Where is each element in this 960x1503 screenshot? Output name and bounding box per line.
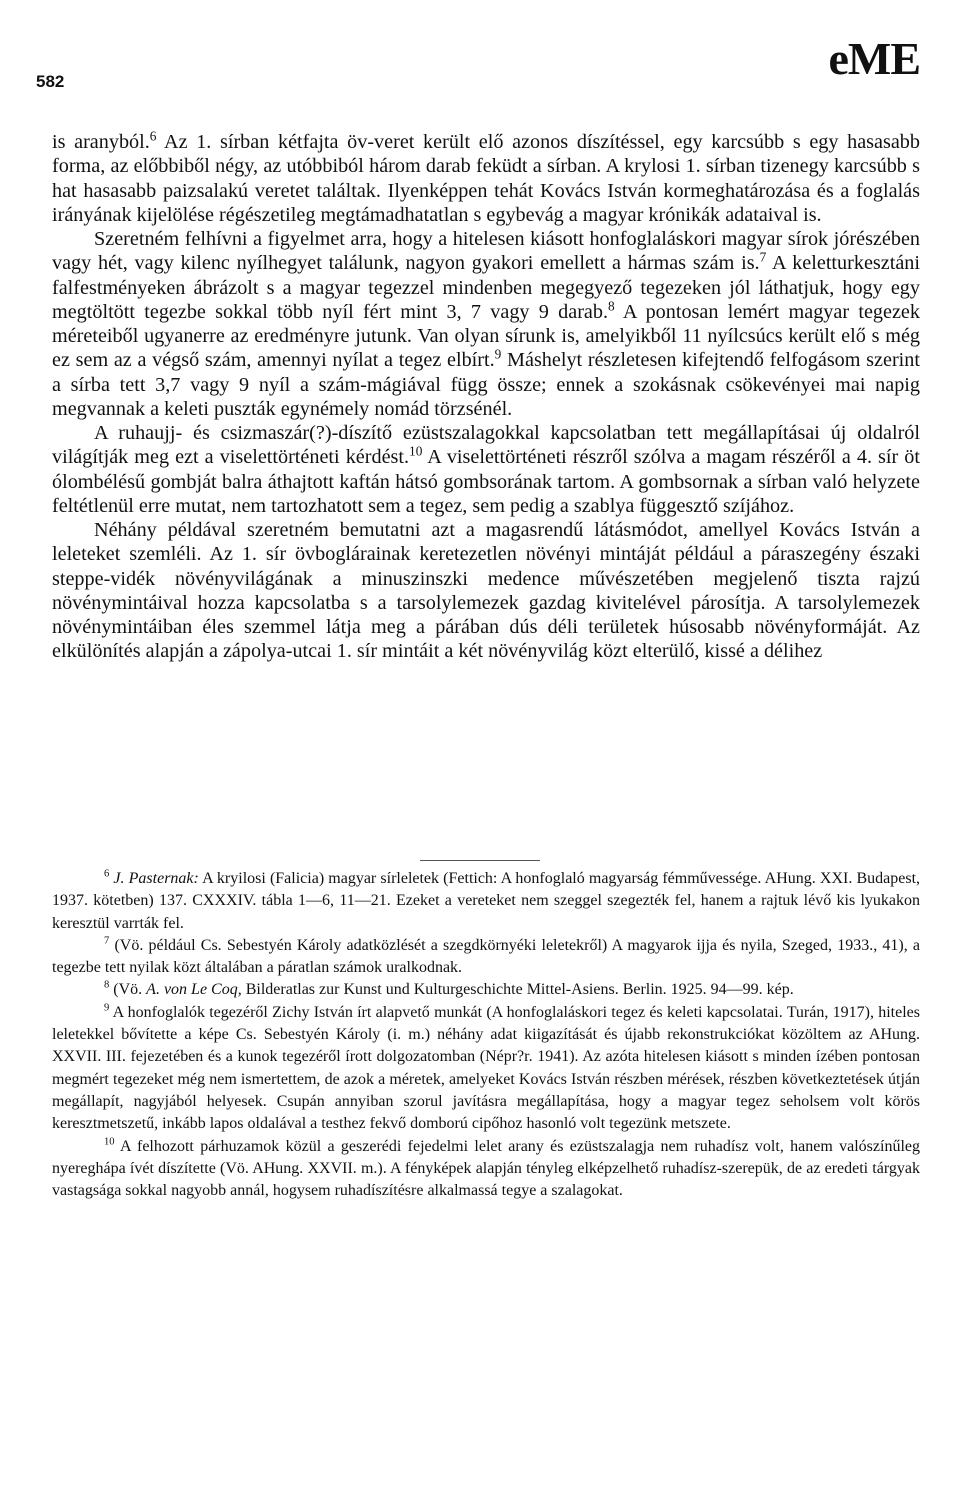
footnote-marker: 10: [104, 1136, 115, 1148]
text-run: (Vö. például Cs. Sebestyén Károly adatközlését a szegdkörnyéki leletekről) A magyarok ijja és nyila, Szeged, 1933., 41), a tegezbe tett nyilak közt általában a páratlan számok uralkodnak.: [52, 936, 920, 977]
text-run: A kryilosi (Falicia) magyar sírleletek (Fettich: A honfoglaló magyarság fémművessége. AHung. XXI. Budapest, 1937. kötetben) 137. CXXXIV. tábla 1—6, 11—21. Ezeket a vereteket nem szeggel szegezték fel, hanem a rajtuk lévő kis lyukakon keresztül varrták fel.: [52, 870, 921, 932]
footnote-ref-10[interactable]: 10: [409, 443, 423, 459]
text-run: A felhozott párhuzamok közül a geszerédi fejedelmi lelet arany és ezüstszalagja nem ruhadísz volt, hanem valószínűleg nyereghápa ívét díszítette (Vö. AHung. XXVII. m.). A fényképek alapján tényleg elképzelhető ruhadísz-szerepük, de az eredeti tárgyak vastagsága sokkal nagyobb annál, hogysem ruhadíszítésre alkalmassá tegye a szalagokat.: [52, 1137, 920, 1200]
footnote-ref-8[interactable]: 8: [608, 298, 615, 314]
text-run: A honfoglalók tegezéről Zichy István írt alapvető munkát (A honfoglaláskori tegez és keleti kapcsolatai. Turán, 1917), hiteles leletekkel bővítette a képe Cs. Sebestyén Károly (i. m.) néhány adat kiigazítását és újabb rekonstrukciókat közöltem az AHung. XXVII. III. fejezetében és a kunok tegezéről írott dolgozatomban (Népr?r. 1941). Az azóta hitelesen kiásott s minden ízében pontosan megmért tegezeket még nem ismertettem, de azok a méretek, amelyeket Kovács István részben mérések, részben következtetések útján megállapít, nagyjából helyesek. Csupán annyiban szorul javításra megállapítása, hogy a magyar tegez seholsem volt körös keresztmetszetű, inkább lapos oldalával a testhez fekvő domború cipőhoz hasonló volt tegezünk metszete.: [52, 1003, 920, 1133]
text-run: Az 1. sírban kétfajta öv-veret került elő azonos díszítéssel, egy karcsúbb s egy hasasabb forma, az előbbiből négy, az utóbbiból három darab feküdt a sírban. A krylosi 1. sírban tizenegy karcsúbb s hat hasasabb paizsalakú veretet találtak. Ilyenképpen tehát Kovács István kormeghatározása és a foglalás irányának kijelölése régészetileg megtámadhatatlan s egybevág a magyar krónikák adataival is.: [52, 131, 920, 226]
footnote-ref-7[interactable]: 7: [759, 249, 767, 265]
footnote-9: [52, 1002, 920, 1136]
footnote-ref-9[interactable]: 9: [494, 346, 502, 362]
footnote-8: [52, 979, 920, 1001]
footnote-marker: 8: [104, 980, 110, 992]
text-run: Szeretném felhívni a figyelmet arra, hogy a hitelesen kiásott honfoglaláskori magyar sírok jórészében vagy hét, vagy kilenc nyílhegyet találunk, nagyon gyakori emellett a hármas szám is.: [52, 228, 920, 275]
paragraph-3: [52, 421, 920, 518]
footnotes: [52, 868, 920, 1202]
footnote-marker: 9: [104, 1002, 110, 1014]
text-run: (Vö.: [109, 981, 147, 999]
text-run: A pontosan lemért magyar tegezek méreteiből ugyanerre az eredményre jutunk. Van olyan sírunk is, amelyikből 11 nyílcsúcs került elő s még ez sem az a végső szám, amennyi nyílat a tegez elbírt.: [52, 300, 920, 372]
paragraph-2: [52, 227, 920, 421]
author-name: A. von Le Coq,: [146, 981, 242, 999]
page-number: 582: [36, 72, 65, 91]
text-run: A viselettörténeti részről szólva a magam részéről a 4. sír öt ólombélésű gombját balra áthajtott kaftán hátsó gombsorának tartom. A gombsornak a sírban való helyzete feltétlenül erre mutat, nem tartozhatott sem a tegez, sem pedig a szablya függesztő szíjához.: [52, 446, 920, 517]
footnote-7: [52, 935, 920, 980]
footnote-marker: 7: [104, 935, 110, 947]
footnote-ref-6[interactable]: 6: [149, 128, 157, 144]
footnote-10: [52, 1136, 920, 1203]
footnote-6: [52, 868, 920, 935]
text-run: is aranyból.: [52, 131, 150, 153]
footnote-divider: [420, 860, 540, 861]
text-run: A ruhaujj- és csizmaszár(?)-díszítő ezüstszalagokkal kapcsolatban tett megállapításai új oldalról világítják meg ezt a viselettörténeti kérdést.: [52, 422, 920, 469]
author-name: J. Pasternak:: [113, 870, 199, 887]
footnote-marker: 6: [104, 868, 110, 880]
paragraph-4: Néhány példával szeretném bemutatni azt a magasrendű látásmódot, amellyel Kovács István a leleteket szemléli. Az 1. sír övboglárainak keretezetlen növényi mintáját például a páraszegény északi steppe-vidék növényvilágának a minuszinszki medence művészetében megjelenő tiszta rajzú növénymintáival hozza kapcsolatba s a tarsolylemezek gazdag kivitelével párosítja. A tarsolylemezek növénymintáiban éles szemmel látja meg a párában dús déli területek húsosabb növényformáját. Az elkülönítés alapján a zápolya-utcai 1. sír mintáit a két növényvilág közt elterülő, kissé a délihez: [52, 519, 920, 663]
text-run: Bilderatlas zur Kunst und Kulturgeschichte Mittel-Asiens. Berlin. 1925. 94—99. kép.: [241, 981, 794, 999]
text-run: Máshelyt részletesen kifejtendő felfogásom szerint a sírba tett 3,7 vagy 9 nyíl a szám-mágiával függ össze; ennek a szokásnak csökevényei mai napig megvannak a keleti puszták egynémely nomád törzsénél.: [52, 349, 920, 420]
text-run: A keletturkesztáni falfestményeken ábrázolt s a magyar tegezzel mindenben megegyező tegezeken jól láthatjuk, hogy egy megtöltött tegezbe sokkal több nyíl fért mint 3, 7 vagy 9 darab.: [52, 252, 921, 323]
paragraph-1: [52, 130, 920, 227]
main-text: [52, 130, 920, 664]
logo: eME: [828, 33, 920, 84]
